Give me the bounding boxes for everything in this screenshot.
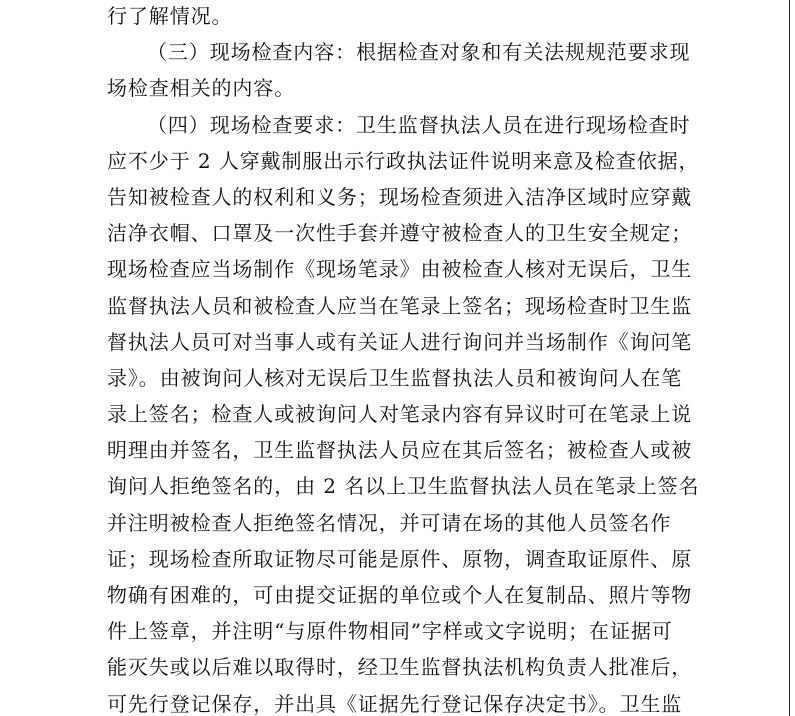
text-line: 能灭失或以后难以取得时，经卫生监督执法机构负责人批准后， (107, 655, 693, 680)
text-line: 录上签名；检查人或被询问人对笔录内容有异议时可在笔录上说 (107, 402, 693, 427)
text-line: 督执法人员可对当事人或有关证人进行询问并当场制作《询问笔 (107, 329, 693, 354)
text-line: 监督执法人员和被检查人应当在笔录上签名；现场检查时卫生监 (107, 293, 693, 318)
text-line: 应不少于 2 人穿戴制服出示行政执法证件说明来意及检查依据， (107, 148, 700, 173)
text-line: 件上签章，并注明“与原件物相同”字样或文字说明；在证据可 (107, 619, 673, 644)
text-line: 询问人拒绝签名的，由 2 名以上卫生监督执法人员在笔录上签名 (107, 474, 700, 499)
text-line: 录》。由被询问人核对无误后卫生监督执法人员和被询问人在笔 (107, 365, 683, 390)
text-line: （三）现场检查内容：根据检查对象和有关法规规范要求现 (147, 40, 691, 65)
text-line: 现场检查应当场制作《现场笔录》由被检查人核对无误后，卫生 (107, 257, 693, 282)
text-line: 证；现场检查所取证物尽可能是原件、原物，调查取证原件、原 (107, 546, 693, 571)
text-line: 物确有困难的，可由提交证据的单位或个人在复制品、照片等物 (107, 583, 693, 607)
text-line: 明理由并签名，卫生监督执法人员应在其后签名；被检查人或被 (107, 438, 693, 463)
text-line: 场检查相关的内容。 (107, 76, 296, 101)
text-line: 告知被检查人的权利和义务；现场检查须进入洁净区域时应穿戴 (107, 184, 693, 209)
text-line: 洁净衣帽、口罩及一次性手套并遵守被检查人的卫生安全规定； (107, 221, 693, 246)
page-edge-divider (789, 0, 790, 716)
text-line: 可先行登记保存，并出具《证据先行登记保存决定书》。卫生监 (107, 691, 683, 716)
text-line: 行了解情况。 (107, 4, 233, 28)
text-line: 并注明被检查人拒绝签名情况，并可请在场的其他人员签名作 (107, 510, 672, 535)
text-line: （四）现场检查要求：卫生监督执法人员在进行现场检查时 (147, 112, 691, 137)
document-body (107, 0, 700, 716)
